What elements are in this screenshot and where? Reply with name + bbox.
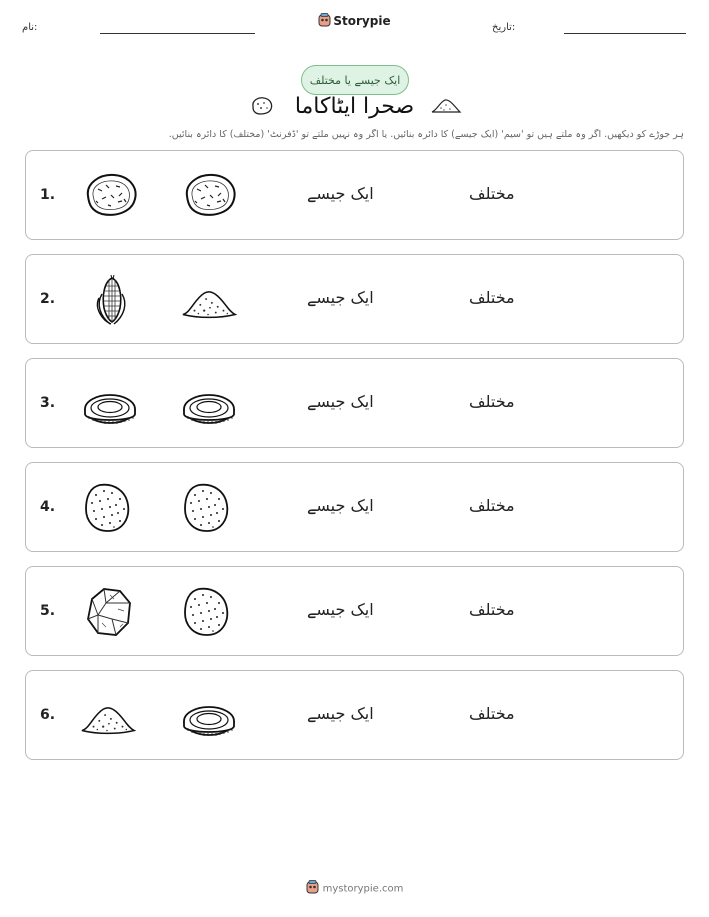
- option-same[interactable]: ایک جیسے: [307, 704, 374, 723]
- page-title: صحرا ایٹاکاما: [294, 94, 415, 119]
- storypie-mascot-icon: [306, 880, 319, 897]
- row-4: [25, 462, 684, 552]
- option-different[interactable]: مختلف: [469, 184, 515, 203]
- row-2: [25, 254, 684, 344]
- row-number: 4.: [40, 499, 56, 515]
- sand-pile-icon: [181, 275, 237, 325]
- row-6: [25, 670, 684, 760]
- corn-icon: [84, 271, 140, 329]
- option-different[interactable]: مختلف: [469, 288, 515, 307]
- row-number: 5.: [40, 603, 56, 619]
- option-different[interactable]: مختلف: [469, 496, 515, 515]
- brand-logo: [0, 13, 709, 30]
- row-number: 1.: [40, 187, 56, 203]
- option-different[interactable]: مختلف: [469, 704, 515, 723]
- potato-icon: [183, 171, 239, 221]
- sandstone-icon: [179, 583, 235, 641]
- option-same[interactable]: ایک جیسے: [307, 288, 374, 307]
- name-line[interactable]: [100, 33, 255, 34]
- storypie-mascot-icon: [318, 13, 331, 30]
- row-number: 6.: [40, 707, 56, 723]
- coin-icon: [181, 691, 237, 741]
- rock-icon: [82, 583, 138, 641]
- brand-name: Storypie: [333, 14, 391, 28]
- row-number: 3.: [40, 395, 56, 411]
- footer: [0, 880, 709, 897]
- worksheet-type-pill: ایک جیسے یا مختلف: [301, 65, 409, 95]
- row-number: 2.: [40, 291, 56, 307]
- potato-icon: [84, 171, 140, 221]
- option-different[interactable]: مختلف: [469, 600, 515, 619]
- option-same[interactable]: ایک جیسے: [307, 600, 374, 619]
- coin-icon: [82, 379, 138, 429]
- date-label: تاریخ:: [492, 22, 516, 33]
- sand-pile-icon: [431, 98, 461, 118]
- date-line[interactable]: [564, 33, 686, 34]
- name-label: نام:: [22, 22, 38, 33]
- option-same[interactable]: ایک جیسے: [307, 392, 374, 411]
- option-same[interactable]: ایک جیسے: [307, 184, 374, 203]
- instructions: ہر جوڑے کو دیکھیں. اگر وہ ملتے ہیں تو 'سیم' (ایک جیسے) کا دائرہ بنائیں. یا اگر وہ نہیں ملتے تو 'ڈفرنٹ' (مختلف) کا دائرہ بنائیں.: [168, 129, 684, 140]
- sand-pile-icon: [80, 691, 136, 741]
- option-different[interactable]: مختلف: [469, 392, 515, 411]
- coin-icon: [181, 379, 237, 429]
- row-3: [25, 358, 684, 448]
- sandstone-icon: [179, 479, 235, 537]
- row-1: [25, 150, 684, 240]
- row-5: [25, 566, 684, 656]
- sandstone-icon: [80, 479, 136, 537]
- option-same[interactable]: ایک جیسے: [307, 496, 374, 515]
- footer-url[interactable]: mystorypie.com: [322, 883, 404, 895]
